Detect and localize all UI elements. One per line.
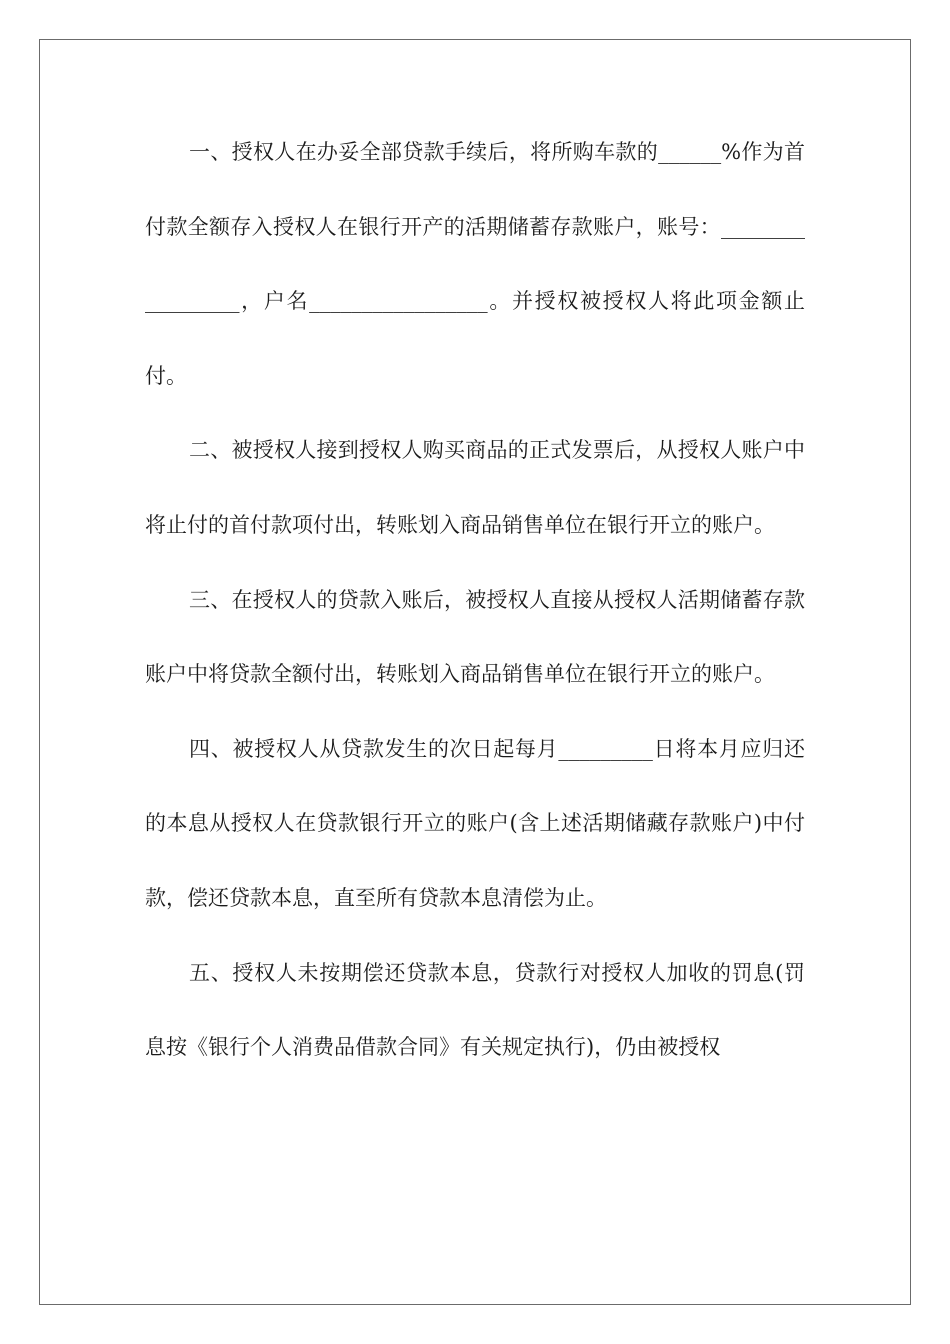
paragraph-3: 三、在授权人的贷款入账后，被授权人直接从授权人活期储蓄存款账户中将贷款全额付出，转账划入商品销售单位在银行开立的账户。 [145, 587, 805, 687]
paragraph-5: 五、授权人未按期偿还贷款本息，贷款行对授权人加收的罚息(罚息按《银行个人消费品借款合同》有关规定执行)，仍由被授权 [145, 960, 805, 1060]
paragraph-1: 一、授权人在办妥全部贷款手续后，将所购车款的______%作为首付款全额存入授权人在银行开产的活期储蓄存款账户，账号：_________________，户名_________________。并授权被授权人将此项金额止付。 [145, 140, 805, 388]
paragraph-2: 二、被授权人接到授权人购买商品的正式发票后，从授权人账户中将止付的首付款项付出，转账划入商品销售单位在银行开立的账户。 [145, 438, 805, 537]
document-body [145, 115, 805, 1085]
paragraph-4: 四、被授权人从贷款发生的次日起每月_________日将本月应归还的本息从授权人在贷款银行开立的账户(含上述活期储藏存款账户)中付款，偿还贷款本息，直至所有贷款本息清偿为止。 [145, 736, 805, 910]
